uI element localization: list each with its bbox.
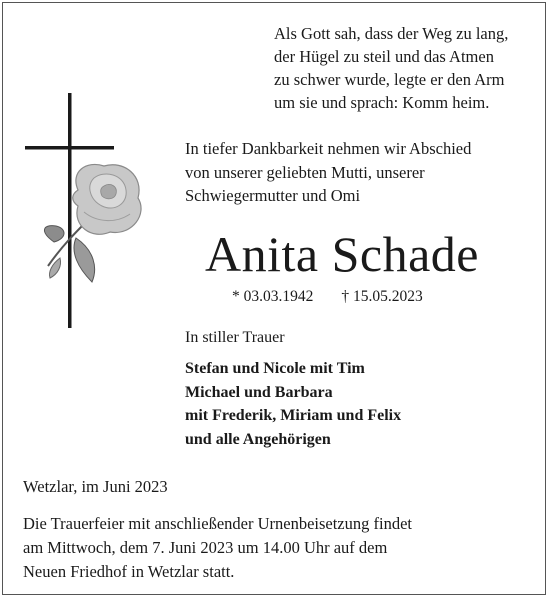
funeral-notice — [23, 512, 412, 584]
rose-icon — [44, 164, 141, 282]
death-date: † 15.05.2023 — [341, 288, 423, 305]
mourner-line: und alle Angehörigen — [185, 430, 331, 448]
poem-line: zu schwer wurde, legte er den Arm — [274, 70, 505, 89]
farewell-intro — [185, 137, 471, 208]
deceased-name: Anita Schade — [205, 226, 479, 282]
intro-line: In tiefer Dankbarkeit nehmen wir Abschied — [185, 139, 472, 158]
intro-line: von unserer geliebten Mutti, unserer — [185, 162, 425, 182]
mourners-list — [185, 357, 401, 451]
mourner-line: Michael und Barbara — [185, 383, 333, 401]
poem — [274, 22, 508, 114]
mourner-line: Stefan und Nicole mit Tim — [185, 360, 365, 377]
poem-line: der Hügel zu steil und das Atmen — [274, 47, 494, 66]
birth-date: * 03.03.1942 — [232, 288, 314, 305]
notice-line: Die Trauerfeier mit anschließender Urnenbeisetzung findet — [23, 514, 412, 533]
cross-rose-illustration — [0, 0, 160, 340]
mourners-heading: In stiller Trauer — [185, 329, 285, 346]
place-date: Wetzlar, im Juni 2023 — [23, 477, 168, 496]
mourner-line: mit Frederik, Miriam und Felix — [185, 407, 402, 424]
poem-line: Als Gott sah, dass der Weg zu lang, — [274, 24, 509, 43]
poem-line: um sie und sprach: Komm heim. — [274, 93, 490, 112]
notice-line: Neuen Friedhof in Wetzlar statt. — [23, 562, 235, 581]
notice-line: am Mittwoch, dem 7. Juni 2023 um 14.00 Uhr auf dem — [23, 538, 388, 557]
intro-line: Schwiegermutter und Omi — [185, 186, 361, 205]
life-dates — [232, 288, 451, 306]
